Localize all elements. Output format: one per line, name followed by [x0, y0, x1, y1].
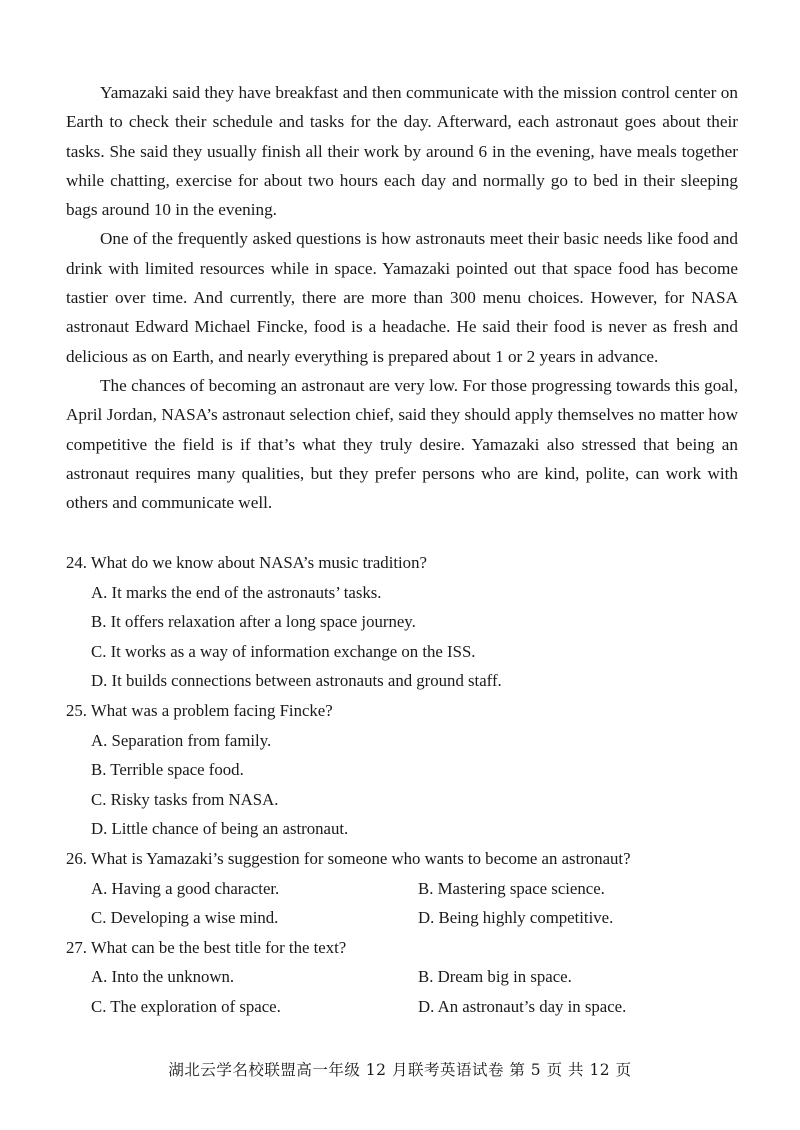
- question-25: [66, 696, 746, 844]
- option-b[interactable]: B. Dream big in space.: [418, 967, 572, 987]
- question-stem: 25. What was a problem facing Fincke?: [66, 700, 333, 720]
- passage-paragraph-2: One of the frequently asked questions is how astronauts meet their basic needs like food and drink with limited resources while in space. Yamazaki pointed out that space food has become tastier over time. And currently, there are more than 300 menu choices. However, for NASA astronaut Edward Michael Fincke, food is a headache. He said their food is never as fresh and delicious as on Earth, and nearly everything is prepared about 1 or 2 years in advance.: [66, 229, 738, 366]
- option-list: [66, 962, 746, 1021]
- question-stem: 26. What is Yamazaki’s suggestion for someone who wants to become an astronaut?: [66, 848, 631, 868]
- question-24: [66, 548, 746, 696]
- page-footer: 湖北云学名校联盟高一年级 12 月联考英语试卷 第 5 页 共 12 页: [168, 1061, 632, 1079]
- passage-paragraph-1: Yamazaki said they have breakfast and then communicate with the mission control center on Earth to check their schedule and tasks for the day. Afterward, each astronaut goes about their tasks. She said they usually finish all their work by around 6 in the evening, have meals together while chatting, exercise for about two hours each day and normally go to bed in their sleeping bags around 10 in the evening.: [66, 83, 738, 220]
- option-a[interactable]: A. It marks the end of the astronauts’ tasks.: [91, 582, 382, 602]
- option-c[interactable]: C. Risky tasks from NASA.: [91, 789, 279, 809]
- option-list: [66, 578, 746, 696]
- option-c[interactable]: C. The exploration of space.: [91, 996, 281, 1016]
- option-b[interactable]: B. It offers relaxation after a long space journey.: [91, 612, 416, 632]
- option-c[interactable]: C. Developing a wise mind.: [91, 908, 279, 928]
- option-list: [66, 874, 746, 933]
- question-stem: 27. What can be the best title for the text?: [66, 937, 347, 957]
- question-stem: 24. What do we know about NASA’s music tradition?: [66, 553, 427, 572]
- option-d[interactable]: D. Little chance of being an astronaut.: [91, 819, 349, 839]
- question-27: [66, 933, 746, 1022]
- question-26: [66, 844, 746, 933]
- option-b[interactable]: B. Mastering space science.: [418, 878, 605, 898]
- option-a[interactable]: A. Into the unknown.: [91, 967, 235, 987]
- option-b[interactable]: B. Terrible space food.: [91, 760, 244, 780]
- option-list: [66, 726, 746, 844]
- option-c[interactable]: C. It works as a way of information exchange on the ISS.: [91, 641, 476, 661]
- option-d[interactable]: D. An astronaut’s day in space.: [418, 996, 627, 1016]
- option-a[interactable]: A. Separation from family.: [91, 730, 272, 750]
- reading-passage: [66, 78, 738, 517]
- option-d[interactable]: D. It builds connections between astronauts and ground staff.: [91, 671, 502, 691]
- passage-paragraph-3: The chances of becoming an astronaut are very low. For those progressing towards this goal, April Jordan, NASA’s astronaut selection chief, said they should apply themselves no matter how competitive the field is if that’s what they truly desire. Yamazaki also stressed that being an astronaut requires many qualities, but they prefer persons who are kind, polite, can work with others and communicate well.: [66, 375, 738, 513]
- question-list: [66, 548, 746, 1022]
- option-a[interactable]: A. Having a good character.: [91, 878, 280, 898]
- option-d[interactable]: D. Being highly competitive.: [418, 908, 614, 928]
